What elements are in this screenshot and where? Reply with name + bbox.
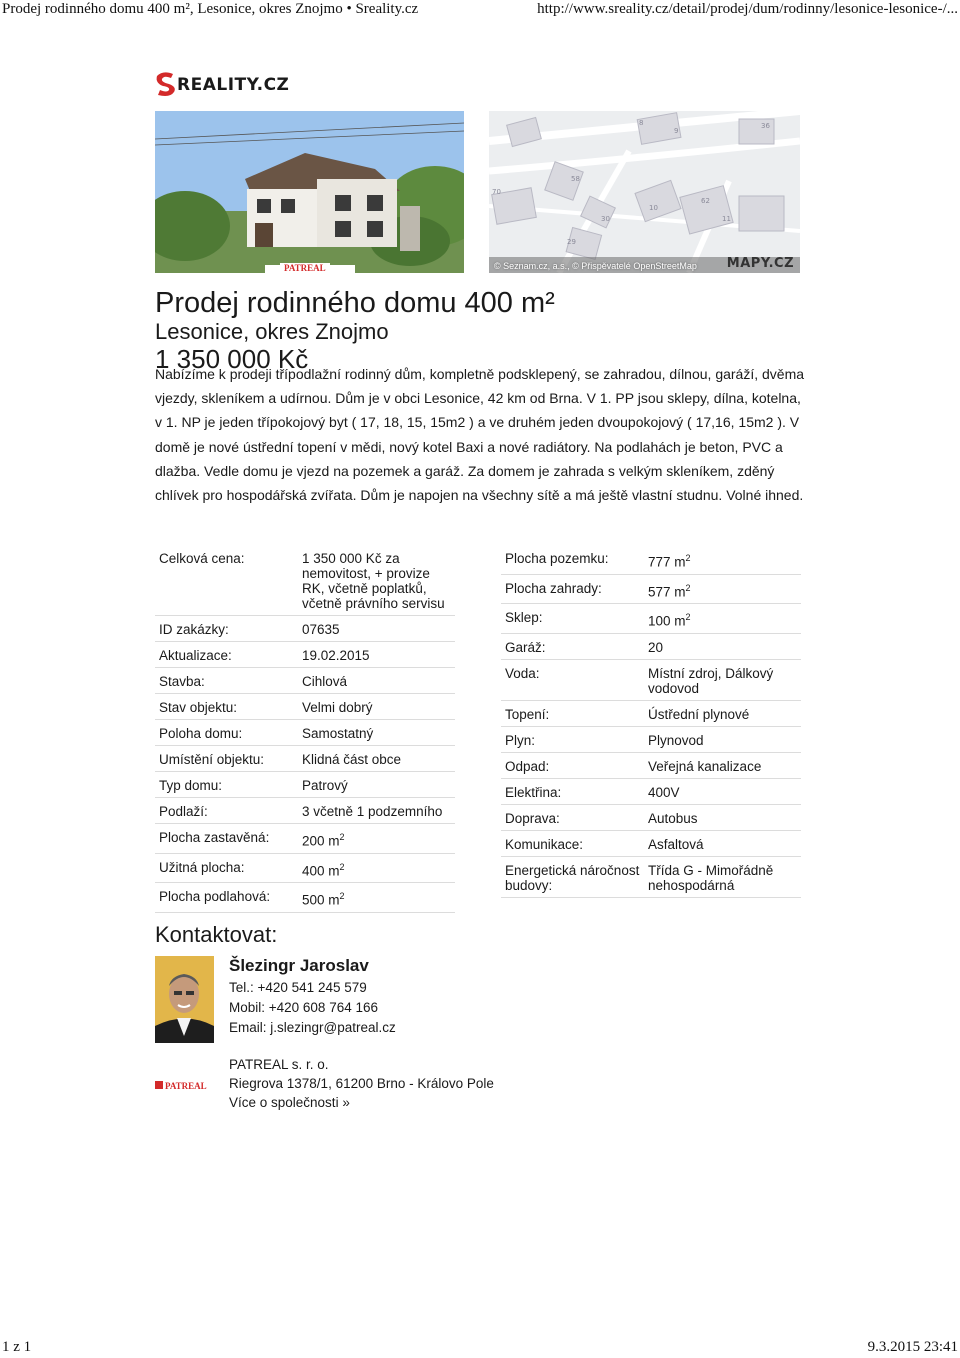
param-label: Plocha pozemku: [501,545,644,574]
param-row [155,642,455,668]
param-value-text: Plynovod [648,732,704,748]
mapy-logo[interactable]: MAPY.CZ [726,256,794,271]
param-value [644,778,801,804]
param-value-text: 577 m [648,584,686,599]
param-value [644,830,801,856]
param-value-text: 100 m [648,613,686,629]
param-value [644,700,801,726]
map-copyright: © Seznam.cz, a.s., © Přispěvatelé OpenStreetMap [494,261,697,271]
param-value-text: Samostatný [302,726,374,741]
param-value-text: 19.02.2015 [302,648,370,663]
param-row [501,604,801,634]
param-label: Umístění objektu: [155,746,298,772]
param-label: Užitná plocha: [155,853,298,883]
print-header-url: http://www.sreality.cz/detail/prodej/dum/rodinny/lesonice-lesonice-/... [537,1,958,17]
param-value-text: 20 [648,639,664,655]
param-label: Celková cena: [155,545,298,616]
param-row [155,883,455,913]
param-value [644,752,801,778]
param-row [501,778,801,804]
param-label: Stav objektu: [155,694,298,720]
param-value-text: Ústřední plynové [648,706,750,722]
param-label: Plocha podlahová: [155,883,298,913]
agent-mobile[interactable]: Mobil: +420 608 764 166 [229,1000,378,1015]
param-value-text: 400V [648,784,680,800]
param-label: Topení: [501,700,644,726]
map-label: 62 [701,197,710,205]
param-row [501,804,801,830]
param-row [155,545,455,616]
param-label: Stavba: [155,668,298,694]
photo-watermark: PATREAL [280,263,330,273]
param-label: Plocha zastavěná: [155,824,298,854]
param-value-text: Veřejná kanalizace [648,758,762,774]
company-name: PATREAL s. r. o. [229,1057,329,1072]
param-value-text: 3 včetně 1 podzemního [302,804,443,819]
param-row [501,545,801,574]
param-value-text: Velmi dobrý [302,700,373,715]
param-value [298,746,455,772]
param-value-text: 777 m [648,554,686,570]
param-row [501,633,801,659]
property-price: 1 350 000 Kč [155,344,309,374]
house-illustration [155,111,464,273]
agent-name: Šlezingr Jaroslav [229,956,369,975]
sreality-logo[interactable] [155,70,325,98]
param-value-text: Patrový [302,778,348,793]
param-value-text: Asfaltová [648,836,704,852]
agent-avatar [155,956,214,1043]
param-unit-exponent: 2 [685,612,691,622]
param-row [501,752,801,778]
param-value [298,883,455,913]
map-label: 10 [649,204,658,212]
param-row [501,830,801,856]
page-number: 1 z 1 [2,1339,32,1355]
agent-email[interactable]: Email: j.slezingr@patreal.cz [229,1020,396,1035]
param-value [298,853,455,883]
param-value-text: Klidná část obce [302,752,402,767]
param-label: Elektřina: [501,778,644,804]
param-value-text: Cihlová [302,674,348,689]
param-value [644,545,801,574]
svg-text:REALITY.CZ: REALITY.CZ [177,75,290,95]
description-text: Nabízíme k prodeji třípodlažní rodinný dům, kompletně podsklepený, se zahradou, dílnou, garáží, dvěma vjezdy, skleníkem a udírnou. Dům je v obci Lesonice, 42 km od Brna. V 1. PP jsou sklepy, dílna, kotelna, v 1. NP je jeden třípokojový byt ( 17, 18, 15, 15m2 ) a ve druhém jeden dvoupokojový ( 17,16, 15m2 ). V domě je nové ústřední topení v mědi, nový kotel Baxi a nové radiátory. Na podlahách je beton, PVC a dlažba. Vedle domu je vjezd na pozemek a garáž. Za domem je zahrada s velkým skleníkem, zděný chlívek pro hospodářská zvířata. Dům je napojen na všechny sítě a má ještě vlastní studnu. Volné ihned. [155,366,805,504]
param-unit-exponent: 2 [339,891,345,901]
param-unit-exponent: 2 [339,861,345,872]
print-footer [0,1338,960,1358]
param-row [155,824,455,854]
print-header-title: Prodej rodinného domu 400 m², Lesonice, okres Znojmo • Sreality.cz [2,1,419,17]
param-value-text: 400 m [302,863,340,878]
map-illustration [489,111,800,273]
contact-heading: Kontaktovat: [155,922,278,947]
map-label: 70 [492,188,501,196]
param-value-text: Třída G - Mimořádně nehospodárná [648,862,774,893]
param-label: Energetická náročnost budovy: [501,856,644,897]
param-label: Aktualizace: [155,642,298,668]
param-value [298,720,455,746]
param-row [501,574,801,604]
param-value [298,616,455,642]
param-row [501,726,801,752]
map-label: 36 [761,122,770,130]
param-value [644,574,801,604]
param-value-text: Autobus [648,810,698,826]
print-header [0,0,960,20]
patreal-logo-text: PATREAL [165,1081,207,1091]
param-value [298,798,455,824]
params-table-left [155,545,455,913]
param-row [501,856,801,897]
map-label: 11 [722,215,731,223]
param-value-text: Místní zdroj, Dálkový vodovod [648,665,774,696]
param-label: Doprava: [501,804,644,830]
map-label: 58 [571,175,580,183]
param-value [644,659,801,700]
param-row [501,700,801,726]
param-value [644,633,801,659]
param-value-text: 07635 [302,622,340,637]
param-label: ID zakázky: [155,616,298,642]
param-value [298,694,455,720]
param-value [644,856,801,897]
param-value [298,824,455,854]
param-row [155,853,455,883]
param-label: Plyn: [501,726,644,752]
company-more-link[interactable]: Více o společnosti » [229,1095,350,1110]
param-value [644,604,801,634]
param-value [298,642,455,668]
param-label: Odpad: [501,752,644,778]
map-label: 30 [601,215,610,223]
param-value [298,545,455,616]
param-value [644,804,801,830]
param-row [155,772,455,798]
param-row [501,659,801,700]
param-unit-exponent: 2 [685,582,691,593]
param-row [155,746,455,772]
param-label: Komunikace: [501,830,644,856]
param-row [155,694,455,720]
map-label: 29 [567,238,576,246]
property-description [155,362,805,507]
param-row [155,616,455,642]
param-row [155,668,455,694]
print-datetime: 9.3.2015 23:41 [867,1339,958,1355]
patreal-logo[interactable] [155,1076,215,1096]
param-label: Sklep: [501,604,644,634]
param-value [644,726,801,752]
param-unit-exponent: 2 [339,832,345,842]
param-label: Plocha zahrady: [501,574,644,604]
param-label: Typ domu: [155,772,298,798]
param-label: Podlaží: [155,798,298,824]
property-location: Lesonice, okres Znojmo [155,319,389,344]
map-label: 8 [639,119,644,127]
param-value-text: 500 m [302,892,340,908]
param-row [155,720,455,746]
param-value-text: 200 m [302,833,340,849]
param-label: Garáž: [501,633,644,659]
params-table-right [501,545,801,898]
company-address: Riegrova 1378/1, 61200 Brno - Královo Pole [229,1076,494,1091]
param-unit-exponent: 2 [685,553,691,563]
param-value-text: 1 350 000 Kč za nemovitost, + provize RK, včetně poplatků, včetně právního servisu [302,551,445,611]
param-value [298,668,455,694]
map-label: 9 [674,127,679,135]
param-label: Poloha domu: [155,720,298,746]
location-map[interactable] [489,111,800,273]
page-title: Prodej rodinného domu 400 m² [155,287,555,319]
param-value [298,772,455,798]
param-row [155,798,455,824]
param-label: Voda: [501,659,644,700]
property-photo[interactable] [155,111,464,273]
agent-phone[interactable]: Tel.: +420 541 245 579 [229,980,367,995]
